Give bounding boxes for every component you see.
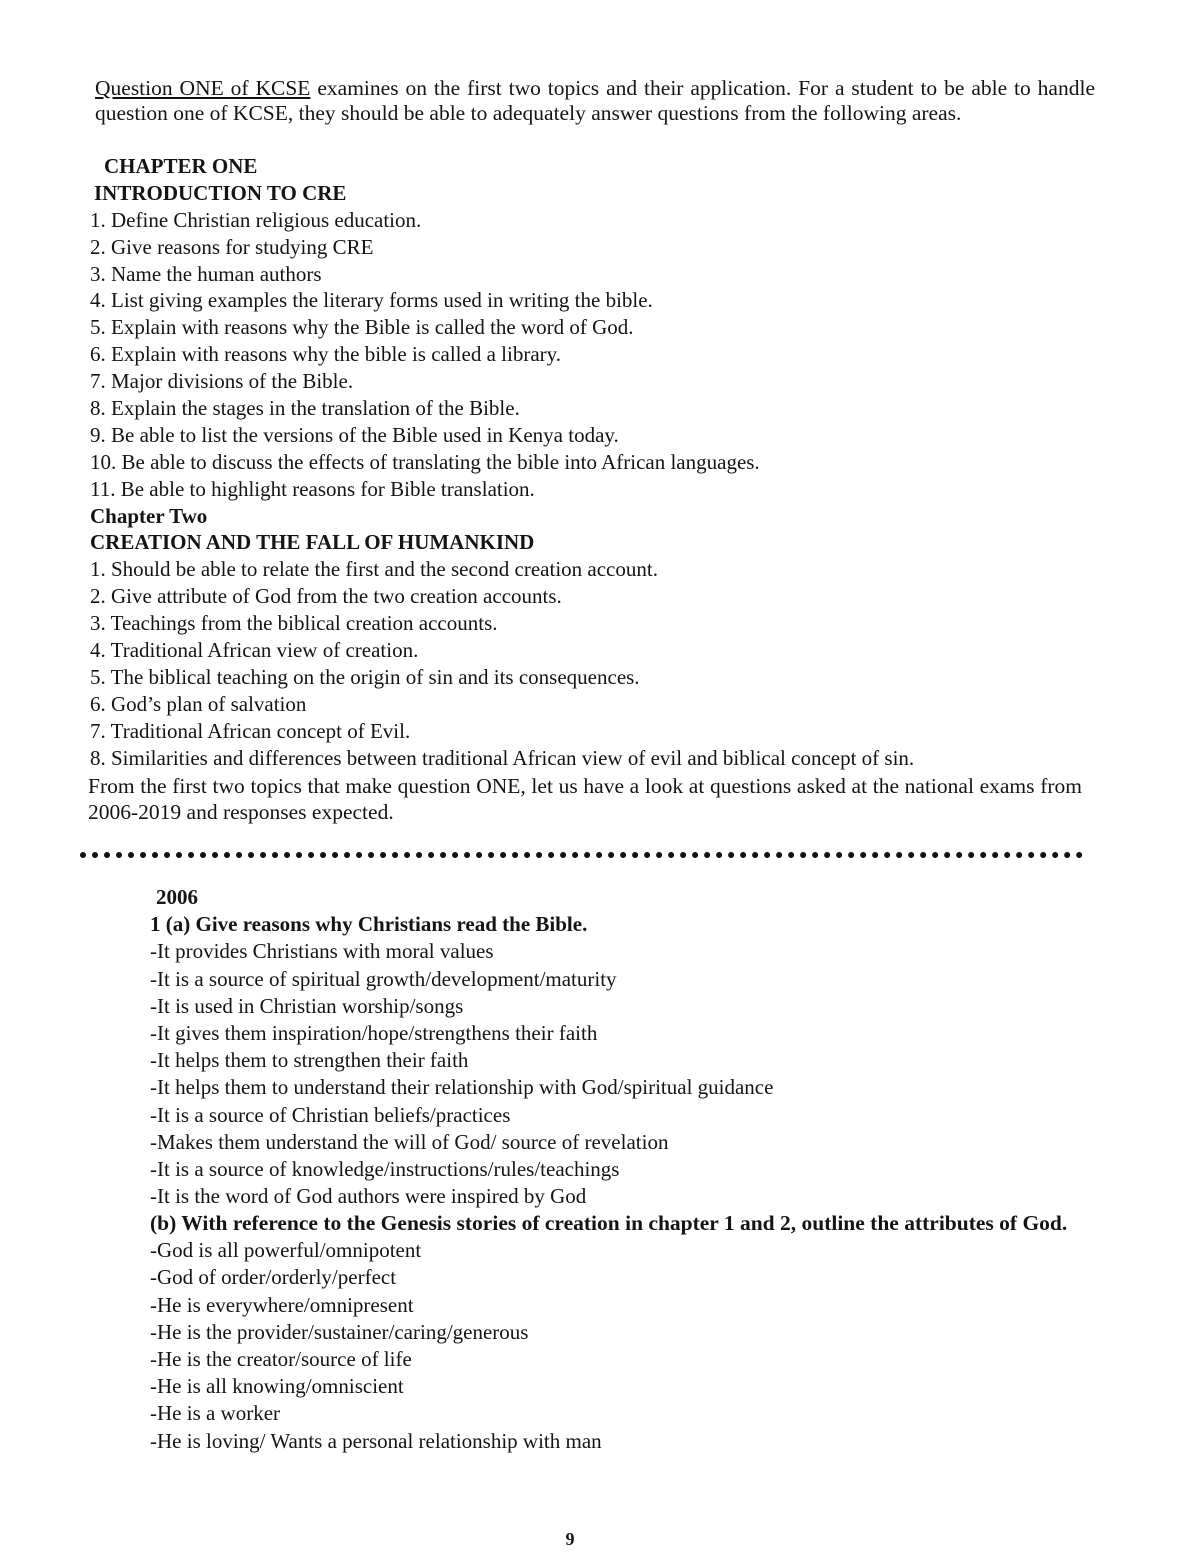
answer-a-item: -It is a source of knowledge/instructions/rules/teachings [150,1156,620,1181]
answer-b-item: -God of order/orderly/perfect [150,1265,397,1290]
chapter-two-item: 2. Give attribute of God from the two creation accounts. [90,584,562,609]
intro-paragraph [95,76,1095,126]
answer-a-item: -It provides Christians with moral values [150,939,494,964]
intro-text: examines on the first two topics and their application. For a student to be able to handle question one of KCSE, they should be able to adequately answer questions from the following areas. [95,76,1095,125]
chapter-two-item: 7. Traditional African concept of Evil. [90,718,411,743]
chapter-two-title: CREATION AND THE FALL OF HUMANKIND [90,530,535,555]
question-a: 1 (a) Give reasons why Christians read the Bible. [150,912,588,937]
chapter-one-item: 1. Define Christian religious education. [90,207,422,232]
chapter-one-item: 8. Explain the stages in the translation of the Bible. [90,396,520,421]
answer-a-item: -It is the word of God authors were inspired by God [150,1184,587,1209]
chapter-one-item: 10. Be able to discuss the effects of translating the bible into African languages. [90,449,760,474]
answer-a-item: -It is a source of spiritual growth/development/maturity [150,966,617,991]
page-number: 9 [565,1529,575,1549]
chapter-two-item: 3. Teachings from the biblical creation accounts. [90,611,498,636]
dotted-divider [80,852,1083,858]
answer-a-item: -It helps them to strengthen their faith [150,1048,469,1073]
closing-paragraph: From the first two topics that make question ONE, let us have a look at questions asked at the national exams from 2006-2019 and responses expected. [88,774,1082,824]
answer-b-item: -God is all powerful/omnipotent [150,1238,422,1263]
chapter-two-item: 8. Similarities and differences between traditional African view of evil and biblical concept of sin. [90,745,915,770]
exam-year: 2006 [156,885,198,909]
chapter-one-item: 5. Explain with reasons why the Bible is called the word of God. [90,315,634,340]
chapter-one-item: 3. Name the human authors [90,261,322,286]
chapter-one-item: 7. Major divisions of the Bible. [90,369,354,394]
chapter-one-item: 11. Be able to highlight reasons for Bible translation. [90,476,535,501]
chapter-one-label: CHAPTER ONE [104,154,258,178]
answer-b-item: -He is the creator/source of life [150,1347,412,1371]
answer-b-item: -He is everywhere/omnipresent [150,1292,414,1317]
chapter-two-item: 4. Traditional African view of creation. [90,638,419,663]
chapter-one-item: 6. Explain with reasons why the bible is called a library. [90,342,562,367]
answer-b-item: -He is all knowing/omniscient [150,1374,404,1399]
answer-a-item: -Makes them understand the will of God/ source of revelation [150,1129,669,1154]
syllabus-outline [90,153,1100,771]
answer-a-item: -It helps them to understand their relationship with God/spiritual guidance [150,1075,774,1100]
intro-underlined-text: Question ONE of KCSE [95,76,311,100]
chapter-one-title: INTRODUCTION TO CRE [94,180,347,205]
answer-a-item: -It gives them inspiration/hope/strengthens their faith [150,1020,598,1045]
chapter-two-item: 5. The biblical teaching on the origin of sin and its consequences. [90,664,640,689]
answer-b-item: -He is the provider/sustainer/caring/generous [150,1319,529,1344]
answer-a-item: -It is a source of Christian beliefs/practices [150,1102,511,1127]
answer-b-item: -He is a worker [150,1401,281,1426]
chapter-one-item: 9. Be able to list the versions of the Bible used in Kenya today. [90,422,619,447]
answer-b-item: -He is loving/ Wants a personal relationship with man [150,1428,602,1453]
answer-a-item: -It is used in Christian worship/songs [150,993,464,1018]
chapter-one-item: 4. List giving examples the literary forms used in writing the bible. [90,288,653,313]
exam-answers-section [150,884,1080,1455]
chapter-two-label: Chapter Two [90,503,208,528]
chapter-two-item: 1. Should be able to relate the first and the second creation account. [90,557,658,582]
chapter-two-item: 6. God’s plan of salvation [90,691,307,716]
chapter-one-item: 2. Give reasons for studying CRE [90,234,374,259]
question-b: (b) With reference to the Genesis stories of creation in chapter 1 and 2, outline the attributes of God. [150,1211,1068,1236]
